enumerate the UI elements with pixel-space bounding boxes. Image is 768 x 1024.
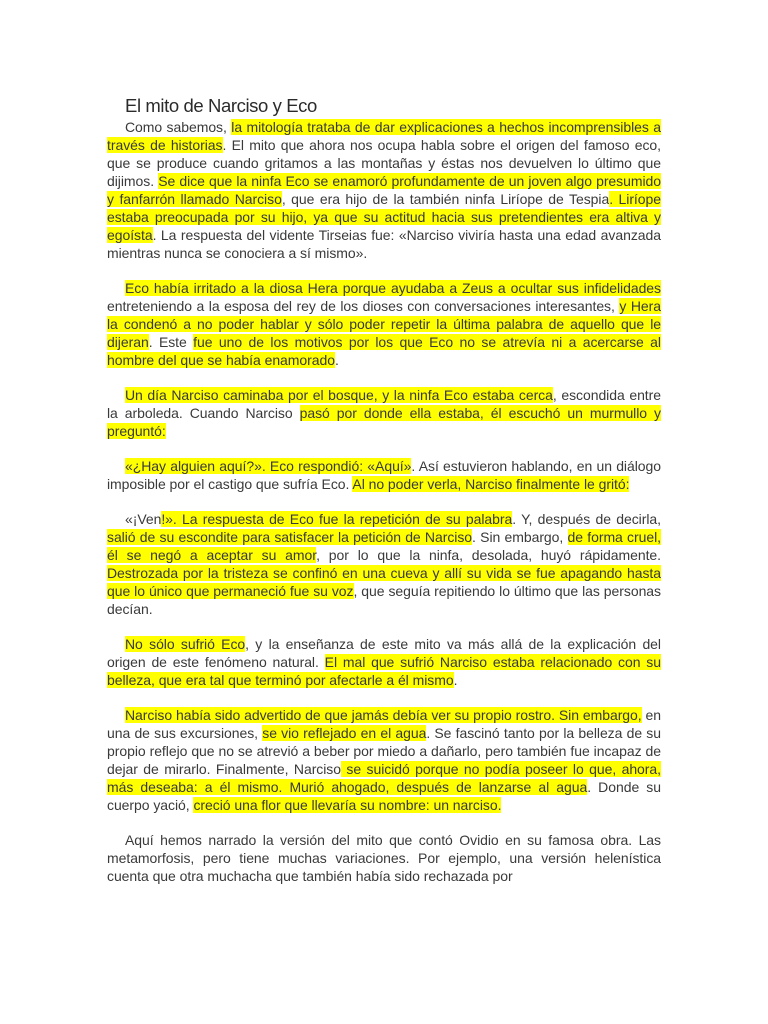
text-segment: Aquí hemos narrado la versión del mito que contó Ovidio en su famosa obra. Las metamorfosis, pero tiene muchas variaciones. Por ejemplo, una versión helenística cuenta que otra muchacha que también había sido rechazada por — [107, 832, 661, 884]
text-segment: , y la enseñanza de este mito va más allá de la explicación del origen de este fenómeno natural. — [107, 636, 661, 670]
text-segment: . Así estuvieron hablando, en un diálogo imposible por el castigo que sufría Eco. — [107, 458, 661, 492]
document-title: El mito de Narciso y Eco — [125, 95, 317, 116]
paragraph-1 — [107, 118, 661, 262]
highlighted-text: se vio reflejado en el agua — [262, 725, 427, 741]
text-segment: «¡Ven — [125, 511, 162, 527]
highlighted-text: pasó por donde ella estaba, él escuchó un murmullo y preguntó: — [107, 405, 661, 439]
text-segment: , escondida entre la arboleda. Cuando Narciso — [107, 387, 661, 421]
highlighted-text: de forma cruel, él se negó a aceptar su amor — [107, 529, 661, 563]
text-segment: Como sabemos, — [125, 119, 232, 135]
text-segment: . Y, después de decirla, — [512, 511, 661, 527]
text-segment: . — [334, 352, 339, 368]
highlighted-text: Destrozada por la tristeza se confinó en una cueva y allí su vida se fue apagando hasta que lo único que permaneció fue su voz — [107, 565, 661, 599]
text-segment: . Sin embargo, — [472, 529, 568, 545]
document-page — [107, 94, 661, 885]
text-segment: en una de sus excursiones, — [107, 707, 662, 741]
highlighted-text: y Hera la condenó a no poder hablar y sólo poder repetir la última palabra de aquello que le dijeran — [107, 298, 662, 350]
document-body — [107, 118, 661, 885]
paragraph-8 — [107, 831, 661, 885]
paragraph-6 — [107, 635, 661, 689]
highlighted-text: . Liríope estaba preocupada por su hijo, ya que su actitud hacia sus pretendientes era altiva y egoísta — [107, 191, 661, 243]
text-segment: . Este — [148, 334, 194, 350]
highlighted-text: «¿Hay alguien aquí?». Eco respondió: «Aquí» — [125, 458, 412, 474]
paragraph-7 — [107, 706, 661, 814]
text-segment: , por lo que la ninfa, desolada, huyó rápidamente. — [316, 547, 661, 563]
paragraph-5 — [107, 510, 661, 618]
text-segment: . El mito que ahora nos ocupa habla sobre el origen del famoso eco, que se produce cuando gritamos a las montañas y éstas nos devuelven lo último que dijimos. — [107, 137, 661, 189]
highlighted-text: Eco había irritado a la diosa Hera porque ayudaba a Zeus a ocultar sus infidelidades — [125, 280, 661, 296]
text-segment: . La respuesta del vidente Tirseias fue: «Narciso viviría hasta una edad avanzada mientras nunca se conociera a sí mismo». — [107, 227, 661, 261]
text-segment: . Donde su cuerpo yació, — [107, 779, 661, 813]
text-segment: , que seguía repitiendo lo último que las personas decían. — [107, 583, 661, 617]
paragraph-3 — [107, 386, 661, 440]
paragraph-2 — [107, 279, 661, 369]
highlighted-text: Un día Narciso caminaba por el bosque, y la ninfa Eco estaba cerca — [125, 387, 553, 403]
paragraph-4 — [107, 457, 661, 493]
highlighted-text: creció una flor que llevaría su nombre: un narciso. — [193, 797, 502, 813]
highlighted-text: fue uno de los motivos por los que Eco no se atrevía ni a acercarse al hombre del que se había enamorado — [107, 334, 661, 368]
text-segment: . — [453, 672, 458, 688]
highlighted-text: No sólo sufrió Eco — [125, 636, 246, 652]
highlighted-text: El mal que sufrió Narciso estaba relacionado con su belleza, que era tal que terminó por afectarle a él mismo — [107, 654, 661, 688]
text-segment: entreteniendo a la esposa del rey de los dioses con conversaciones interesantes, — [107, 298, 620, 314]
highlighted-text: Se dice que la ninfa Eco se enamoró profundamente de un joven algo presumido y fanfarrón llamado Narciso — [107, 173, 661, 207]
text-segment: , que era hijo de la también ninfa Liríope de Tespia — [281, 191, 610, 207]
text-segment: . Se fascinó tanto por la belleza de su propio reflejo que no se atrevió a beber por miedo a dañarlo, pero también fue incapaz de dejar de mirarlo. Finalmente, Narciso — [107, 725, 661, 777]
highlighted-text: se suicidó porque no podía poseer lo que, ahora, más deseaba: a él mismo. Murió ahogado, después de lanzarse al agua — [107, 761, 661, 795]
highlighted-text: Narciso había sido advertido de que jamás debía ver su propio rostro. Sin embargo, — [125, 707, 642, 723]
highlighted-text: Al no poder verla, Narciso finalmente le gritó: — [352, 476, 630, 492]
highlighted-text: la mitología trataba de dar explicaciones a hechos incomprensibles a través de historias — [107, 119, 661, 153]
highlighted-text: salió de su escondite para satisfacer la petición de Narciso — [107, 529, 473, 545]
highlighted-text: !». La respuesta de Eco fue la repetición de su palabra — [161, 511, 513, 527]
